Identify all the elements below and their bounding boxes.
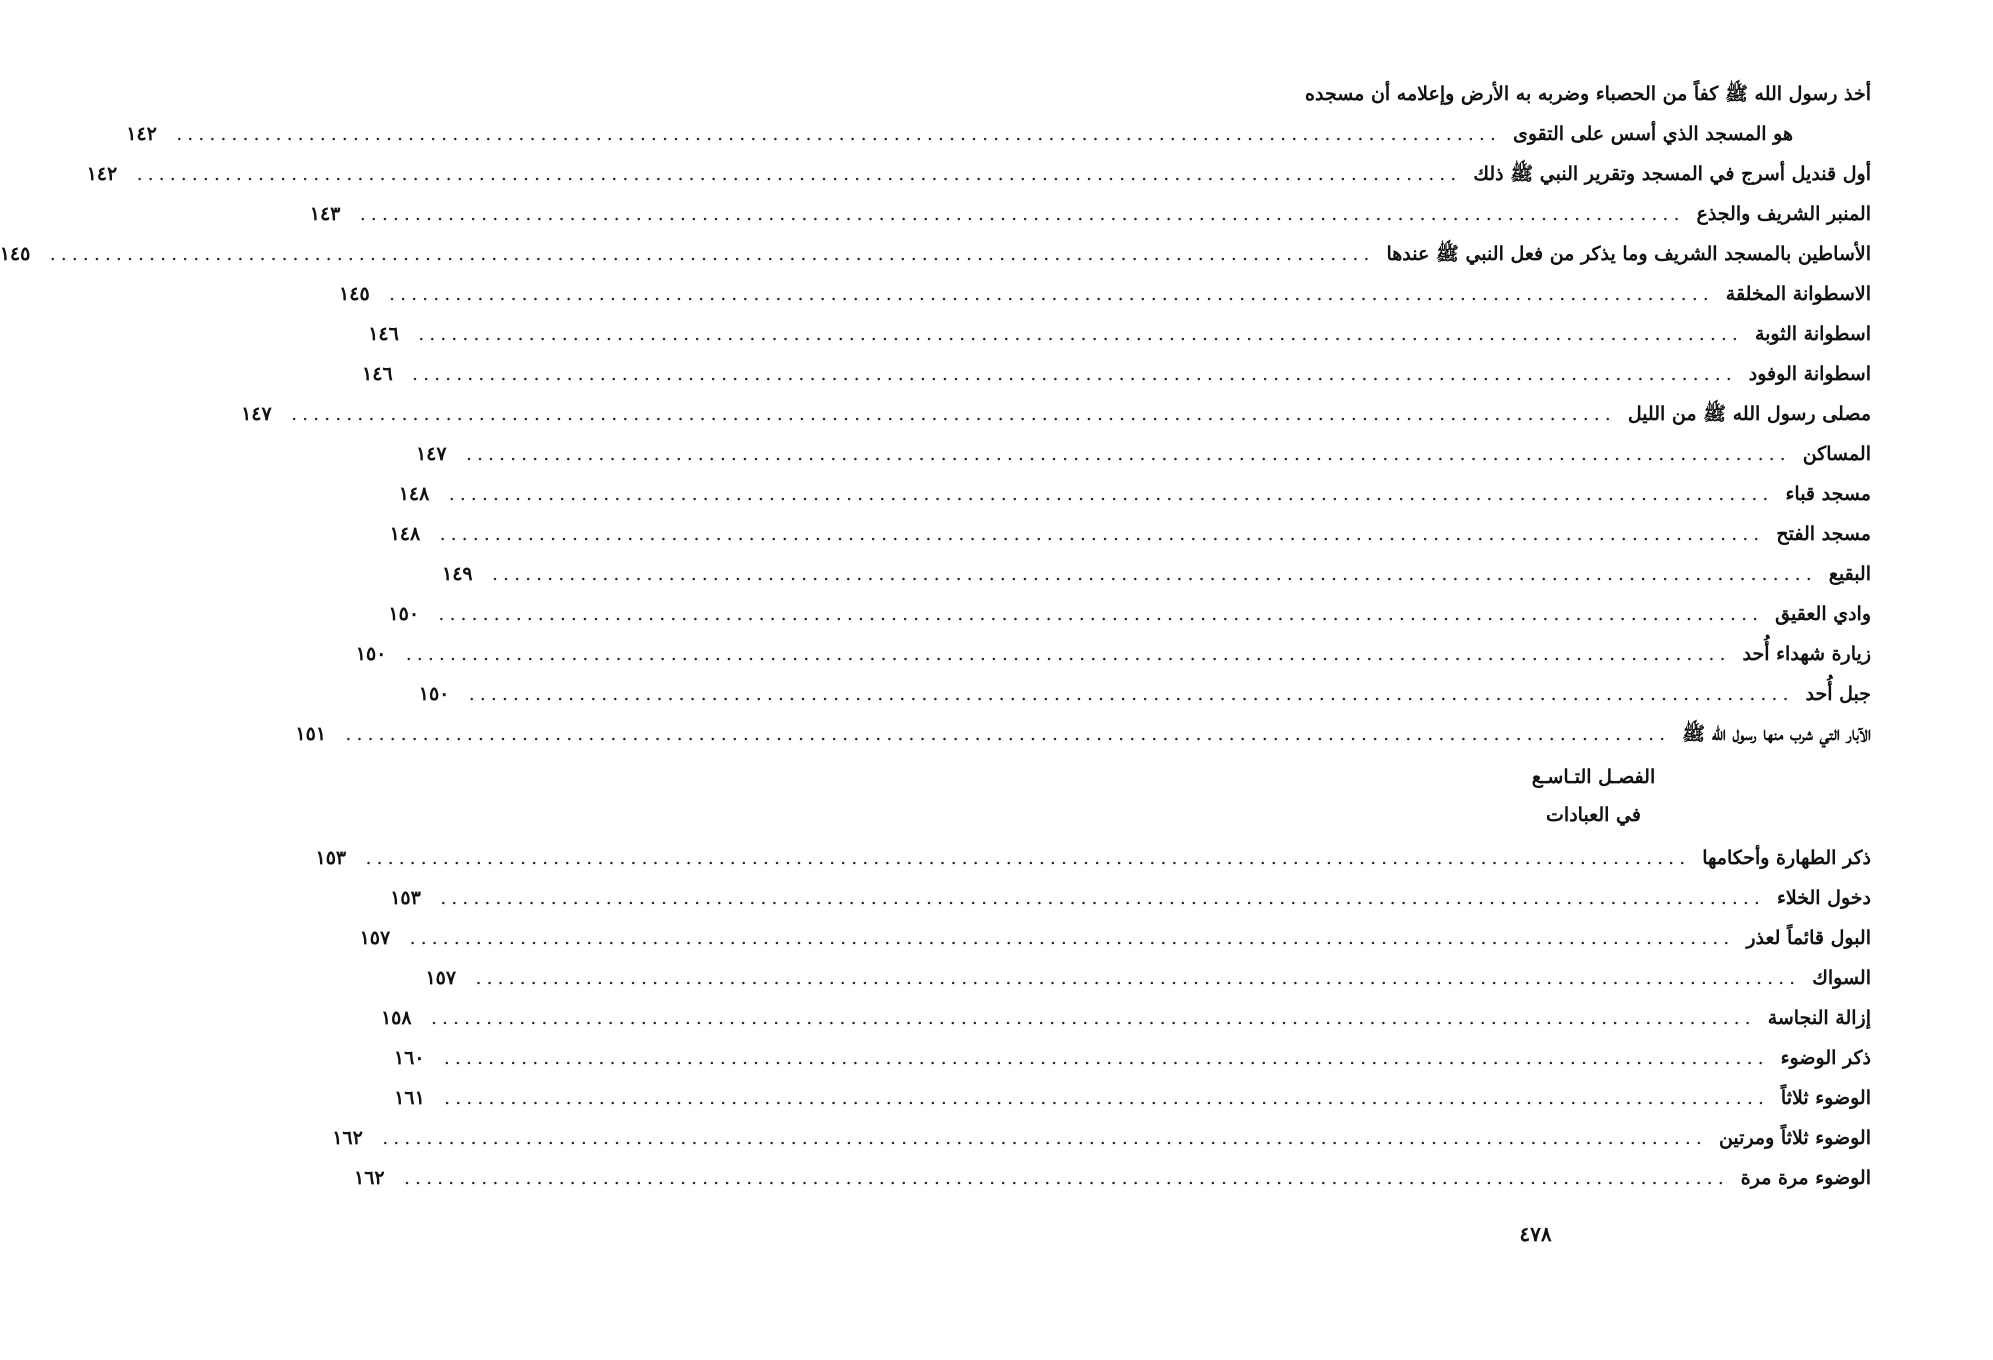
toc-entry [1126,74,1871,114]
toc-entry [380,998,1871,1038]
toc-entry-title: الآبار التي شرب منها رسول الله ﷺ [1682,723,1871,745]
dot-leader: ........................................................................................................................ [404,1167,1729,1189]
toc-entry [309,194,1871,234]
toc-entry-page: ١٥٧ [425,967,457,989]
dot-leader: ........................................................................................................................ [475,967,1801,989]
toc-entry-page: ١٦٢ [354,1167,385,1189]
toc-entry-page: ١٥٠ [388,603,420,625]
toc-entry-page: ١٥٨ [380,1007,412,1029]
chapter-heading: الفصـل التـاسـع [1531,766,1656,788]
toc-entry-title: إزالة النجاسة [1767,1007,1871,1029]
dot-leader: ........................................................................................................................ [365,847,1691,869]
toc-entry-page: ١٤٧ [415,443,447,465]
toc-entry-page: ١٤٨ [389,523,421,545]
toc-entry [295,714,1871,754]
toc-entry-title: مسجد قباء [1785,483,1871,505]
toc-entry [415,434,1871,474]
toc-entry [339,274,1871,314]
toc-entry-title: أول قنديل أسرج في المسجد وتقرير النبي ﷺ ذلك [1473,163,1871,185]
dot-leader: ........................................................................................................................ [443,1047,1769,1069]
toc-entry [418,674,1871,714]
toc-entry [315,838,1871,878]
toc-entry-title: مسجد الفتح [1776,523,1871,545]
toc-entry [368,314,1871,354]
dot-leader: ........................................................................................................................ [409,927,1735,949]
dot-leader: ........................................................................................................................ [49,243,1375,265]
dot-leader: ........................................................................................................................ [405,643,1731,665]
toc-entry-page: ١٤٥ [0,243,31,265]
toc-entry [441,554,1871,594]
dot-leader: ........................................................................................................................ [440,887,1765,909]
dot-leader: ........................................................................................................................ [136,163,1462,185]
toc-entry [394,1078,1871,1118]
dot-leader: ........................................................................................................................ [382,1127,1707,1149]
toc-entry-page: ١٤٦ [362,363,393,385]
toc-entry [389,514,1871,554]
toc-entry-title: المنبر الشريف والجذع [1696,203,1871,225]
toc-entry-title: البقيع [1828,563,1871,585]
toc-entry [359,918,1871,958]
toc-entry-page: ١٤٦ [368,323,399,345]
toc-entry-title: جبل أُحد [1805,683,1871,705]
dot-leader: ........................................................................................................................ [389,283,1714,305]
chapter-subheading: في العبادات [1546,804,1641,826]
toc-entry-title: زيارة شهداء أُحد [1742,643,1871,665]
toc-entry-page: ١٥٠ [355,643,387,665]
toc-entry [355,634,1871,674]
dot-leader: ........................................................................................................................ [444,1087,1769,1109]
toc-entry [354,1158,1871,1198]
toc-entry-title: دخول الخلاء [1776,887,1871,909]
toc-entry-page: ١٤٩ [441,563,473,585]
toc-section-2 [315,838,1871,1198]
toc-entry-page: ١٥٣ [390,887,421,909]
toc-entry-title: الوضوء ثلاثاً ومرتين [1718,1127,1871,1149]
toc-entry-title: وادي العقيق [1775,603,1871,625]
toc-entry-page: ١٤٧ [241,403,272,425]
page-number: ٤٧٨ [1519,1222,1552,1246]
toc-entry-title: الاسطوانة المخلقة [1725,283,1871,305]
chapter-header [1126,758,1871,834]
toc-entry-title: أخذ رسول الله ﷺ كفاً من الحصباء وضربه به الأرض وإعلامه أن مسجده [1305,83,1871,105]
toc-entry [362,354,1871,394]
toc-entry [86,154,1871,194]
dot-leader: ........................................................................................................................ [430,1007,1756,1029]
dot-leader: ........................................................................................................................ [418,323,1743,345]
toc-entry [0,234,1871,274]
dot-leader: ........................................................................................................................ [491,563,1817,585]
toc-entry-page: ١٤٥ [339,283,370,305]
toc-entry [126,114,1871,154]
dot-leader: ........................................................................................................................ [291,403,1616,425]
dot-leader: ........................................................................................................................ [448,483,1774,505]
toc-entry-page: ١٥١ [295,723,327,745]
toc-entry-page: ١٦٠ [393,1047,425,1069]
dot-leader: ........................................................................................................................ [359,203,1685,225]
toc-entry-title: مصلى رسول الله ﷺ من الليل [1627,403,1871,425]
toc-entry-page: ١٤٣ [309,203,341,225]
dot-leader: ........................................................................................................................ [412,363,1737,385]
toc-entry [332,1118,1871,1158]
toc-entry-title: اسطوانة الوفود [1748,363,1871,385]
toc-entry-page: ١٤٨ [398,483,430,505]
dot-leader: ........................................................................................................................ [176,123,1501,145]
toc-entry-title: الوضوء ثلاثاً [1780,1087,1871,1109]
dot-leader: ........................................................................................................................ [439,523,1765,545]
dot-leader: ........................................................................................................................ [465,443,1791,465]
toc-entry [398,474,1871,514]
dot-leader: ........................................................................................................................ [438,603,1764,625]
toc-entry-page: ١٦٢ [332,1127,363,1149]
toc-entry-title: ذكر الطهارة وأحكامها [1702,847,1871,869]
dot-leader: ........................................................................................................................ [345,723,1671,745]
toc-entry-page: ١٤٢ [126,123,157,145]
toc-entry [393,1038,1871,1078]
toc-entry-title: الوضوء مرة مرة [1740,1167,1871,1189]
toc-entry-page: ١٦١ [394,1087,425,1109]
toc-entry-page: ١٥٣ [315,847,347,869]
toc-entry [390,878,1871,918]
toc-entry-title: الأساطين بالمسجد الشريف وما يذكر من فعل النبي ﷺ عندها [1386,243,1871,265]
toc-entry [241,394,1871,434]
toc-entry-page: ١٥٧ [359,927,391,949]
toc-entry-title: اسطوانة الثوبة [1754,323,1871,345]
toc-entry [425,958,1871,998]
toc-entry-page: ١٤٢ [86,163,118,185]
toc-entry-title: المساكن [1802,443,1871,465]
dot-leader: ........................................................................................................................ [468,683,1794,705]
toc-entry-title: هو المسجد الذي أسس على التقوى [1512,123,1793,145]
toc-entry-page: ١٥٠ [418,683,450,705]
toc-entry-title: السواك [1812,967,1871,989]
toc-entry [388,594,1871,634]
toc-section-1 [0,74,1871,754]
table-of-contents [0,74,1871,1198]
toc-entry-title: البول قائماً لعذر [1746,927,1871,949]
toc-entry-title: ذكر الوضوء [1780,1047,1871,1069]
